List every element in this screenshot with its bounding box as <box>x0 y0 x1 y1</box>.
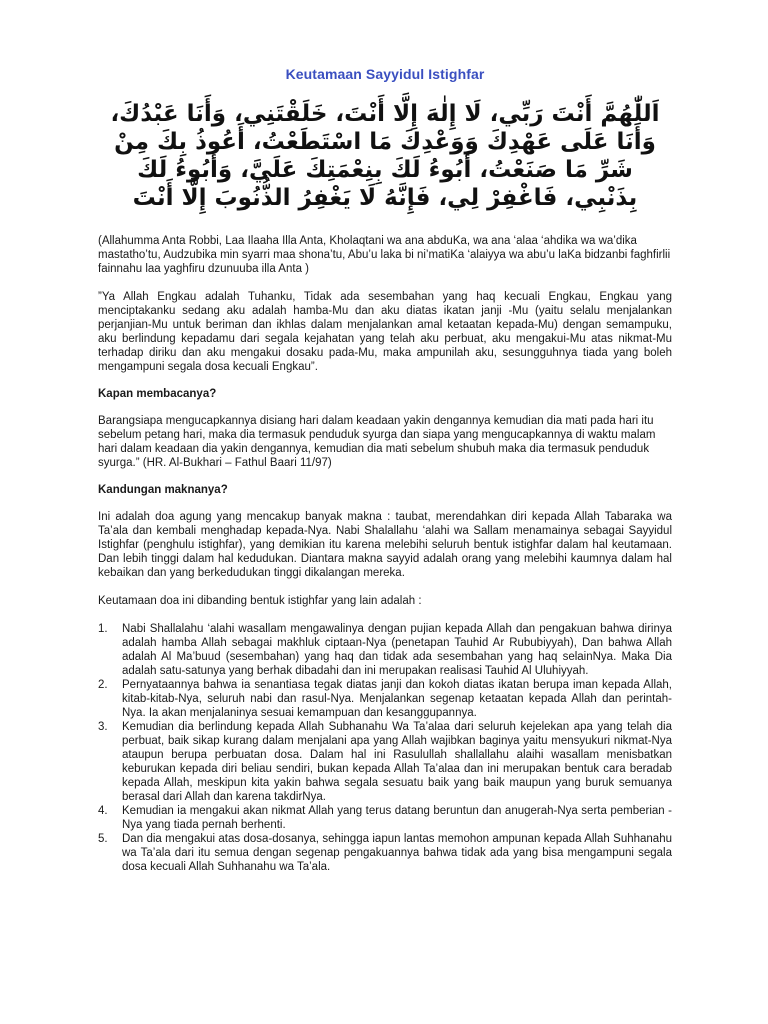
list-item <box>98 622 672 678</box>
translation: ”Ya Allah Engkau adalah Tuhanku, Tidak ada sesembahan yang haq kecuali Engkau, Engkau yang menciptakanku sedang aku adalah hamba-Mu dan aku diatas ikatan janji -Mu (yaitu selalu menjalankan perjanjian-Mu untuk beriman dan ikhlas dalam menjalankan amal ketaatan kepada-Mu) dengan semampuku, aku berlindung kepadamu dari segala kejahatan yang telah aku perbuat, aku mengakui-Mu atas nikmat-Mu terhadap diriku dan aku mengakui dosaku pada-Mu, maka ampunilah aku, sesungguhnya tiada yang boleh mengampuni segala dosa kecuali Engkau”. <box>98 291 672 373</box>
list-item <box>98 678 672 720</box>
list-number: 5. <box>98 833 108 845</box>
document-title: Keutamaan Sayyidul Istighfar <box>285 66 485 82</box>
heading-meaning: Kandungan maknanya? <box>98 484 228 496</box>
list-number: 3. <box>98 721 108 733</box>
virtues-list <box>98 622 672 874</box>
list-text: Kemudian ia mengakui akan nikmat Allah yang terus datang beruntun dan anugerah-Nya serta pemberian -Nya yang tiada pernah berhenti. <box>122 805 672 831</box>
transliteration: (Allahumma Anta Robbi, Laa Ilaaha Illa Anta, Kholaqtani wa ana abduKa, wa ana ‘alaa ‘ahdika wa wa’dika mastatho’tu, Audzubika min syarri maa shona’tu, Abu’u laka bi ni’matiKa ‘alaiyya wa abu’u laKa bidzanbi faghfirlii fainnahu laa yaghfiru dzunuuba illa Anta ) <box>98 235 671 275</box>
list-number: 4. <box>98 805 108 817</box>
when-paragraph: Barangsiapa mengucapkannya disiang hari dalam keadaan yakin dengannya kemudian dia mati pada hari itu sebelum petang hari, maka dia termasuk penduduk syurga dan siapa yang mengucapkannya di waktu malam hari dalam keadaan dia yakin dengannya, kemudian dia mati sebelum shubuh maka dia termasuk penduduk syurga.” (HR. Al-Bukhari – Fathul Baari 11/97) <box>98 415 656 469</box>
list-text: Kemudian dia berlindung kepada Allah Subhanahu Wa Ta’alaa dari seluruh kejelekan apa yang telah dia perbuat, baik sikap kurang dalam menjalani apa yang Allah wajibkan baginya yaitu mensyukuri nikmat-Nya ataupun berupa perbuatan dosa. Dalam hal ini Rasulullah shallallahu alaihi wasallam menisbatkan keburukan kepada diri beliau sendiri, bukan kepada Allah Ta’alaa dan ini merupakan bentuk cara beradab kepada Allah, meskipun kita yakin bahwa segala sesuatu baik yang baik maupun yang buruk semuanya berasal dari Allah dan karena takdirNya. <box>122 721 672 803</box>
list-text: Nabi Shallalahu ‘alahi wasallam mengawalinya dengan pujian kepada Allah dan pengakuan bahwa dirinya adalah hamba Allah sebagai makhluk ciptaan-Nya (penetapan Tauhid Ar Rububiyyah), Dan bahwa Allah adalah Al Ma’buud (sesembahan) yang haq dan tidak ada sesembahan yang haq selainNya. Maka Dia adalah satu-satunya yang berhak dibadahi dan ini merupakan realisasi Tauhid Al Uluhiyyah. <box>122 623 672 677</box>
list-number: 2. <box>98 679 108 691</box>
list-text: Pernyataannya bahwa ia senantiasa tegak diatas janji dan kokoh diatas ikatan berupa iman kepada Allah, kitab-kitab-Nya, seluruh nabi dan rasul-Nya. Menjalankan segenap ketaatan kepada Allah dan perintah-Nya. Ia akan menjalaninya sesuai kemampuan dan kesanggupannya. <box>122 679 672 719</box>
list-text: Dan dia mengakui atas dosa-dosanya, sehingga iapun lantas memohon ampunan kepada Allah Suhhanahu wa Ta’ala dari itu semua dengan segenap pengakuannya bahwa tidak ada yang bisa mengampuni segala dosa kecuali Allah Suhhanahu wa Ta’ala. <box>122 833 672 873</box>
list-number: 1. <box>98 623 108 635</box>
list-intro: Keutamaan doa ini dibanding bentuk istighfar yang lain adalah : <box>98 595 422 607</box>
list-item <box>98 720 672 804</box>
list-item <box>98 804 672 832</box>
meaning-paragraph: Ini adalah doa agung yang mencakup banyak makna : taubat, merendahkan diri kepada Allah Tabaraka wa Ta’ala dan kembali menghadap kepada-Nya. Nabi Shalallahu ‘alahi wa Sallam menamainya sebagai Sayyidul Istighfar (penghulu istighfar), yang demikian itu karena melebihi seluruh bentuk istighfar dalam hal keutamaan. Dan lebih tinggi dalam hal kedudukan. Diantara makna sayyid adalah orang yang melebihi kaumnya dalam hal kebaikan dan yang berkedudukan tinggi dikalangan mereka. <box>98 511 672 579</box>
arabic-prayer: اَللّٰهُمَّ أَنْتَ رَبِّي، لَا إِلٰهَ إِلَّا أَنْتَ، خَلَقْتَنِي، وَأَنَا عَبْدُكَ، وَأَنَا عَلَى عَهْدِكَ وَوَعْدِكَ مَا اسْتَطَعْتُ، أَعُوذُ بِكَ مِنْ شَرِّ مَا صَنَعْتُ، أَبُوءُ لَكَ بِنِعْمَتِكَ عَلَيَّ، وَأَبُوءُ لَكَ بِذَنْبِي، فَاغْفِرْ لِي، فَإِنَّهُ لَا يَغْفِرُ الذُّنُوبَ إِلَّا أَنْتَ <box>110 101 660 211</box>
list-item <box>98 832 672 874</box>
heading-when: Kapan membacanya? <box>98 388 217 400</box>
